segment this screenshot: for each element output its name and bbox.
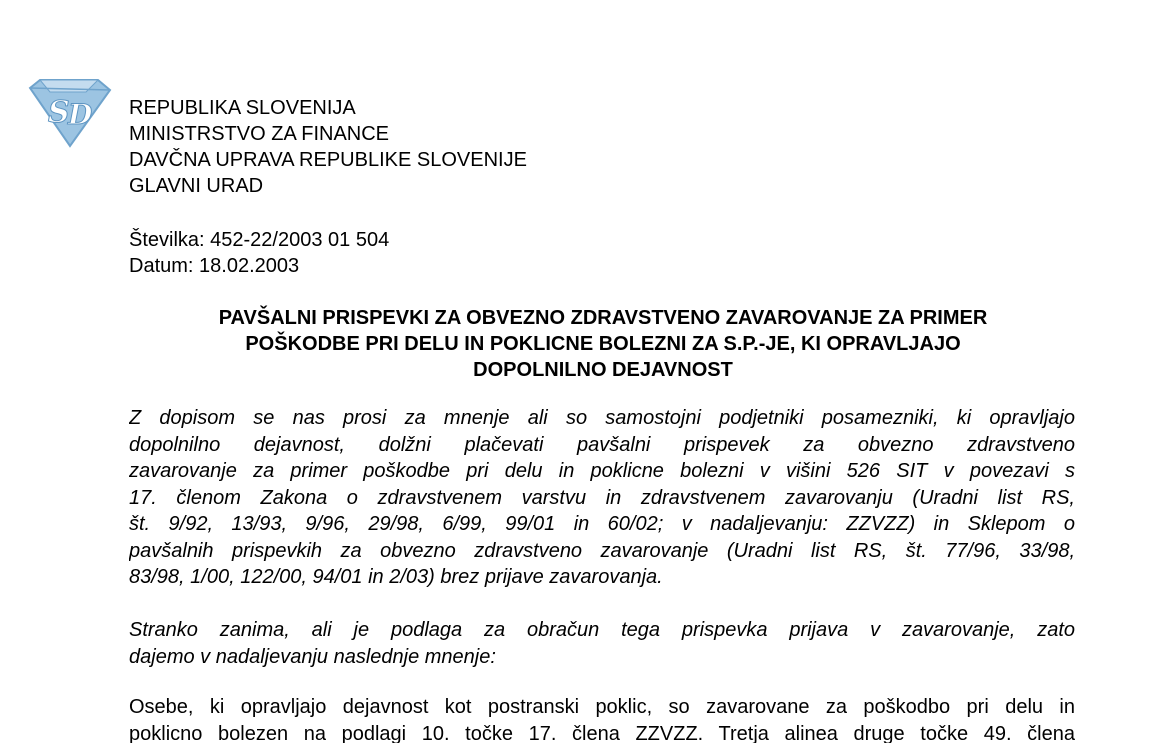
title-line: POŠKODBE PRI DELU IN POKLICNE BOLEZNI ZA S.P.-JE, KI OPRAVLJAJO (245, 333, 961, 355)
title-line: DOPOLNILNO DEJAVNOST (473, 359, 733, 381)
document-meta (129, 227, 389, 279)
header-line-republic: REPUBLIKA SLOVENIJA (129, 97, 356, 119)
document-title (129, 305, 1077, 383)
paragraph-request (129, 405, 1075, 591)
svg-text:D: D (68, 98, 93, 131)
document-number: Številka: 452-22/2003 01 504 (129, 229, 390, 251)
paragraph-line: 83/98, 1/00, 122/00, 94/01 in 2/03) brez prijave zavarovanja. (129, 566, 663, 588)
durs-logo-icon (26, 78, 112, 148)
header-line-ministry: MINISTRSTVO ZA FINANCE (129, 123, 390, 145)
paragraph-line: pavšalnih prispevkih za obvezno zdravstveno zavarovanje (Uradni list RS, št. 77/96, 33/98, (129, 539, 1075, 562)
issuer-header (129, 95, 527, 199)
document-date: Datum: 18.02.2003 (129, 255, 300, 277)
paragraph-line: dopolnilno dejavnost, dolžni plačevati pavšalni prispevek za obvezno zdravstveno (129, 433, 1075, 456)
svg-text:S: S (48, 95, 70, 130)
paragraph-line: zavarovanje za primer poškodbe pri delu in poklicne bolezni v višini 526 SIT v povezavi s (129, 460, 1075, 482)
paragraph-opinion (129, 694, 1075, 743)
header-line-main-office: GLAVNI URAD (129, 175, 264, 197)
paragraph-line: 17. členom Zakona o zdravstvenem varstvu in zdravstvenem zavarovanju (Uradni list RS, (129, 486, 1075, 509)
paragraph-line: Stranko zanima, ali je podlaga za obračun tega prispevka prijava v zavarovanje, zato (129, 619, 1075, 641)
paragraph-question (129, 617, 1075, 670)
paragraph-line: Osebe, ki opravljajo dejavnost kot postranski poklic, so zavarovane za poškodbo pri delu in (129, 696, 1075, 718)
paragraph-line: Z dopisom se nas prosi za mnenje ali so samostojni podjetniki posamezniki, ki opravljajo (129, 407, 1075, 429)
paragraph-line: dajemo v nadaljevanju naslednje mnenje: (129, 645, 496, 668)
title-line: PAVŠALNI PRISPEVKI ZA OBVEZNO ZDRAVSTVENO ZAVAROVANJE ZA PRIMER (218, 307, 988, 329)
paragraph-line: poklicno bolezen na podlagi 10. točke 17. člena ZZVZZ. Tretja alinea druge točke 49. člena (129, 722, 1075, 743)
paragraph-line: št. 9/92, 13/93, 9/96, 29/98, 6/99, 99/01 in 60/02; v nadaljevanju: ZZVZZ) in Sklepom o (129, 513, 1075, 535)
header-line-tax-office: DAVČNA UPRAVA REPUBLIKE SLOVENIJE (129, 149, 527, 171)
